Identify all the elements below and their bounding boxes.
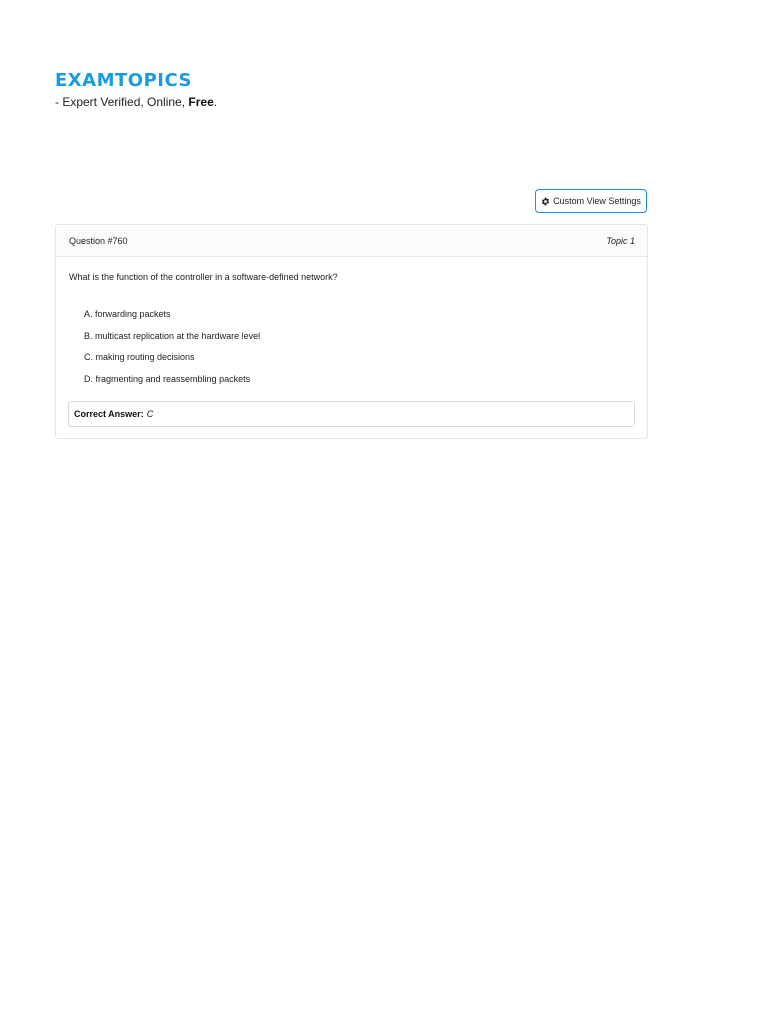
correct-answer-label: Correct Answer:	[74, 409, 144, 419]
custom-view-settings-button[interactable]	[535, 189, 647, 213]
logo-wordmark: EXAMTOPICS	[55, 70, 192, 91]
question-number: Question #760	[69, 235, 128, 246]
choice-a[interactable]: A. forwarding packets	[84, 309, 171, 319]
choice-d[interactable]: D. fragmenting and reassembling packets	[84, 373, 251, 384]
choice-b[interactable]: B. multicast replication at the hardware level	[84, 330, 261, 341]
choice-c[interactable]: C. making routing decisions	[84, 352, 195, 362]
answer-choices-list	[84, 308, 260, 394]
examtopics-logo[interactable]	[55, 67, 192, 91]
tagline	[55, 95, 217, 109]
question-card-header	[56, 225, 647, 257]
question-text: What is the function of the controller in a software-defined network?	[69, 272, 338, 282]
custom-view-settings-label: Custom View Settings	[553, 196, 641, 206]
question-card	[55, 224, 648, 439]
topic-label[interactable]: Topic 1	[606, 235, 635, 246]
tagline-emphasis: Free	[188, 95, 214, 109]
tagline-prefix: - Expert Verified, Online,	[55, 95, 189, 109]
gear-icon	[541, 197, 550, 206]
correct-answer-value: C	[146, 409, 154, 419]
tagline-suffix: .	[213, 95, 218, 109]
correct-answer-box	[68, 401, 635, 427]
